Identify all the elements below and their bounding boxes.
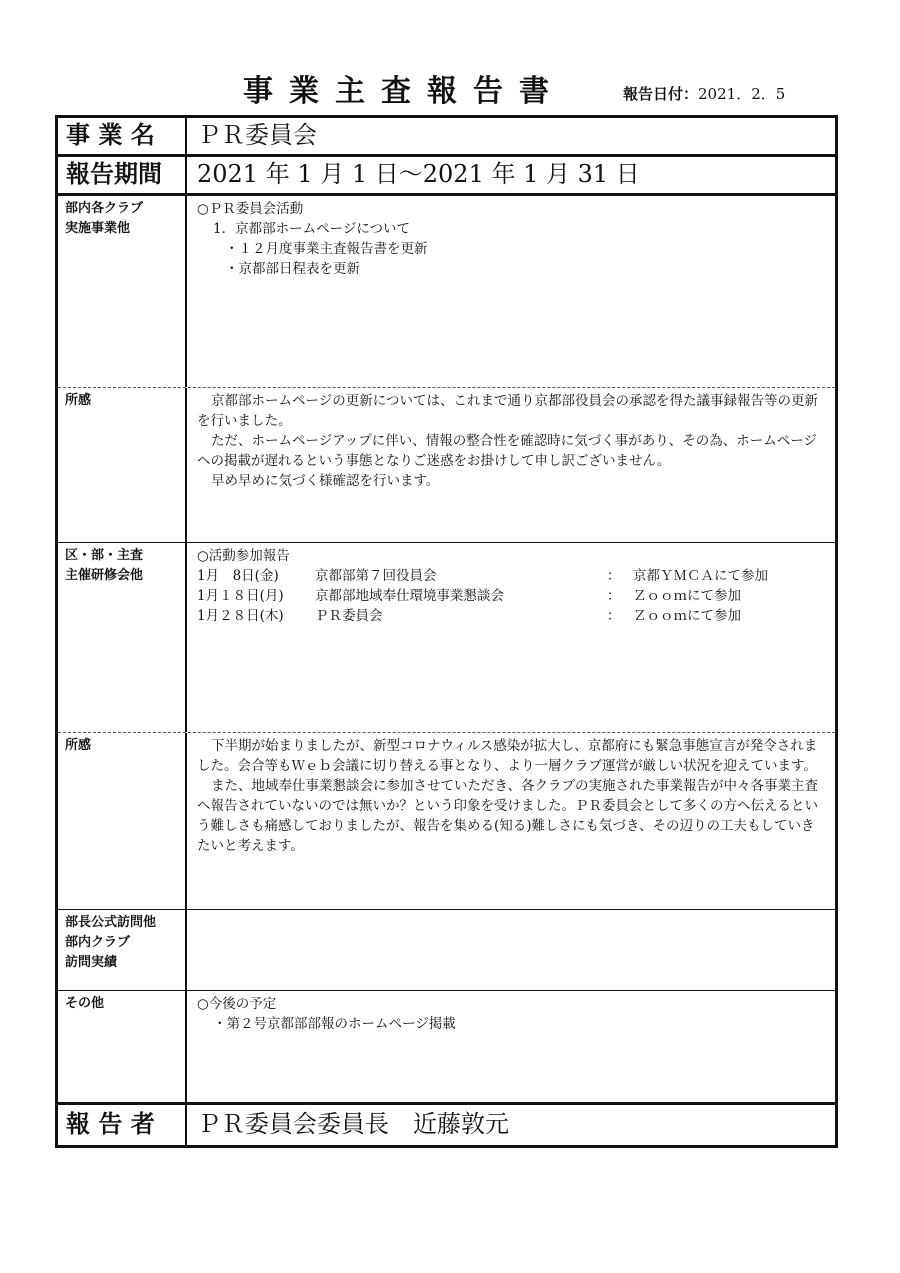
report-date-label: 報告日付： [623, 85, 699, 103]
club-projects-content [187, 196, 835, 390]
official-visits-row [58, 910, 835, 991]
activity-name: ＰＲ委員会 [315, 608, 383, 624]
list-item: 1．京都部ホームページについて [213, 221, 411, 237]
activity-status: Ｚｏｏｍにて参加 [633, 588, 741, 604]
impressions-2-row [58, 733, 835, 910]
activity-row [197, 606, 827, 626]
activity-name: 京都部第７回役員会 [315, 568, 437, 584]
district-training-label: 区・部・主査 主催研修会他 [58, 543, 187, 732]
list-item: ・第２号京都部部報のホームページ掲載 [213, 1016, 456, 1032]
others-heading: ○今後の予定 [197, 996, 277, 1012]
period-label: 報告期間 [58, 157, 187, 193]
official-visits-label: 部長公式訪問他 部内クラブ 訪問実績 [58, 910, 187, 990]
reporter-label: 報 告 者 [58, 1105, 187, 1145]
list-item: ・１２月度事業主査報告書を更新 [225, 241, 428, 257]
impressions-1-row [58, 388, 835, 543]
activity-status: Ｚｏｏｍにて参加 [633, 608, 741, 624]
impressions-2-label: 所感 [58, 733, 187, 909]
activity-status: 京都ＹＭＣＡにて参加 [633, 568, 768, 584]
period-row [58, 157, 835, 196]
impressions-2-content [187, 733, 835, 912]
activity-name: 京都部地域奉仕環境事業懇談会 [315, 588, 504, 604]
report-date [623, 84, 785, 104]
list-item: ・京都部日程表を更新 [225, 261, 360, 277]
period-value: 2021 年 1 月 1 日～2021 年 1 月 31 日 [197, 160, 640, 188]
activity-separator: ： [607, 588, 621, 604]
project-label: 事 業 名 [58, 118, 187, 154]
report-date-value: 2021．2．5 [698, 85, 786, 103]
club-projects-label: 部内各クラブ 実施事業他 [58, 196, 187, 387]
activities-heading: ○活動参加報告 [197, 548, 290, 564]
report-title: 事業主査報告書 [243, 74, 565, 109]
club-projects-row [58, 196, 835, 388]
reporter-value: ＰＲ委員会委員長 近藤敦元 [197, 1110, 509, 1138]
activity-separator: ： [607, 568, 621, 584]
paragraph: ただ、ホームページアップに伴い、情報の整合性を確認時に気づく事があり、その為、ホームページへの掲載が遅れるという事態となりご迷惑をお掛けして申し訳ございません。 [197, 433, 818, 469]
activity-date: 1月２８日(木) [197, 608, 284, 624]
reporter-row [58, 1105, 835, 1145]
project-row [58, 118, 835, 157]
impressions-1-label: 所感 [58, 388, 187, 542]
project-value: ＰＲ委員会 [197, 121, 317, 149]
paragraph: 下半期が始まりましたが、新型コロナウィルス感染が拡大し、京都府にも緊急事態宣言が発令されました。会合等もＷｅｂ会議に切り替える事となり、より一層クラブ運営が厳しい状況を迎えています。 [197, 738, 818, 774]
report-table [55, 115, 838, 1148]
activity-row [197, 586, 827, 606]
others-row [58, 991, 835, 1105]
others-label: その他 [58, 991, 187, 1102]
others-content [187, 991, 835, 1105]
official-visits-content [187, 910, 835, 993]
activity-date: 1月 8日(金) [197, 568, 279, 584]
district-training-content [187, 543, 835, 735]
activity-separator: ： [607, 608, 621, 624]
paragraph: 早め早めに気づく様確認を行います。 [211, 473, 440, 489]
activity-date: 1月１８日(月) [197, 588, 284, 604]
district-training-row [58, 543, 835, 733]
impressions-1-content [187, 388, 835, 545]
club-projects-heading: ○ＰＲ委員会活動 [197, 201, 304, 217]
activity-row [197, 566, 827, 586]
paragraph: 京都部ホームページの更新については、これまで通り京都部役員会の承認を得た議事録報告等の更新を行いました。 [197, 393, 818, 429]
paragraph: また、地域奉仕事業懇談会に参加させていただき、各クラブの実施された事業報告が中々各事業主査へ報告されていないのでは無いか？という印象を受けました。ＰＲ委員会として多くの方へ伝えるという難しさも痛感しておりましたが、報告を集める(知る)難しさにも気づき、その辺りの工夫もしていきたいと考えます。 [197, 778, 818, 854]
